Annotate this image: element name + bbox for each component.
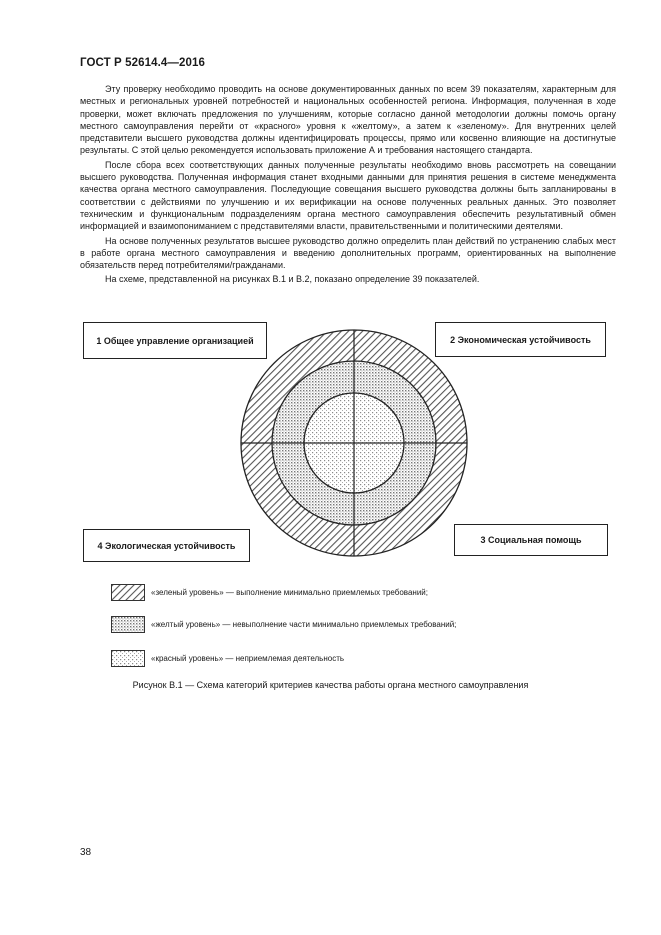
legend-green [111, 584, 428, 601]
legend-red [111, 650, 344, 667]
quadrant-4-box [83, 529, 250, 562]
green-hatch-swatch [111, 584, 145, 601]
figure-caption: Рисунок В.1 — Схема категорий критериев качества работы органа местного самоуправления [132, 680, 529, 690]
quadrant-1-box [83, 322, 267, 359]
quadrant-3-label: 3 Социальная помощь [480, 535, 582, 545]
red-dots-swatch [111, 650, 145, 667]
paragraph-4: На схеме, представленной на рисунках В.1 и В.2, показано определение 39 показателей. [105, 274, 480, 285]
legend-yellow [111, 616, 456, 633]
quadrant-3-box [454, 524, 608, 556]
paragraph-3: На основе полученных результатов высшее руководство должно определить план действий по устранению слабых мест в работе органа местного самоуправления и введению дополнительных программ, ориентированных на выполнение обязательств перед потребителями/гражданами. [80, 235, 616, 271]
page-number: 38 [80, 847, 92, 858]
quadrant-4-label: 4 Экологическая устойчивость [97, 540, 236, 551]
quadrant-2-label: 2 Экономическая устойчивость [450, 334, 591, 345]
paragraph-2: После сбора всех соответствующих данных полученные результаты необходимо вновь рассмотреть на совещании высшего руководства. Полученная информация станет входными данными для принятия решения в системе менеджмента качества органа местного самоуправления. Последующие совещания высшего руководства должны быть запланированы в соответствии с действиями по улучшению и их верификации на основе полученных реальных данных. Это позволяет техническим и функциональным подразделениям органа местного самоуправления обеспечить результативный обмен информацией и взаимопониманием с представителями власти, правительственными и политическими деятелями. [80, 159, 616, 232]
legend-green-text: «зеленый уровень» — выполнение минимально приемлемых требований; [151, 588, 428, 597]
legend-yellow-text: «желтый уровень» — невыполнение части минимально приемлемых требований; [151, 620, 457, 629]
paragraph-1: Эту проверку необходимо проводить на основе документированных данных по всем 39 показателям, характерным для местных и региональных уровней потребностей и национальных особенностей региона. Информация, полученная в ходе проверки, может включать предложения по улучшениям, которые согласно данной методологии должны помочь органу местного самоуправления перейти от «красного» уровня к «желтому», а затем к «зеленому». Для внутренних целей представители высшего руководства должны идентифицировать процессы, прямо или косвенно влияющие на достигнутые результаты. С этой целью рекомендуется использовать приложение А и требования настоящего стандарта. [80, 84, 616, 156]
yellow-dots-swatch [111, 616, 145, 633]
legend-red-text: «красный уровень» — неприемлемая деятельность [151, 654, 345, 663]
quadrant-2-box [435, 322, 606, 357]
quadrant-1-label: 1 Общее управление организацией [96, 335, 254, 346]
document-header: ГОСТ Р 52614.4—2016 [80, 57, 205, 69]
